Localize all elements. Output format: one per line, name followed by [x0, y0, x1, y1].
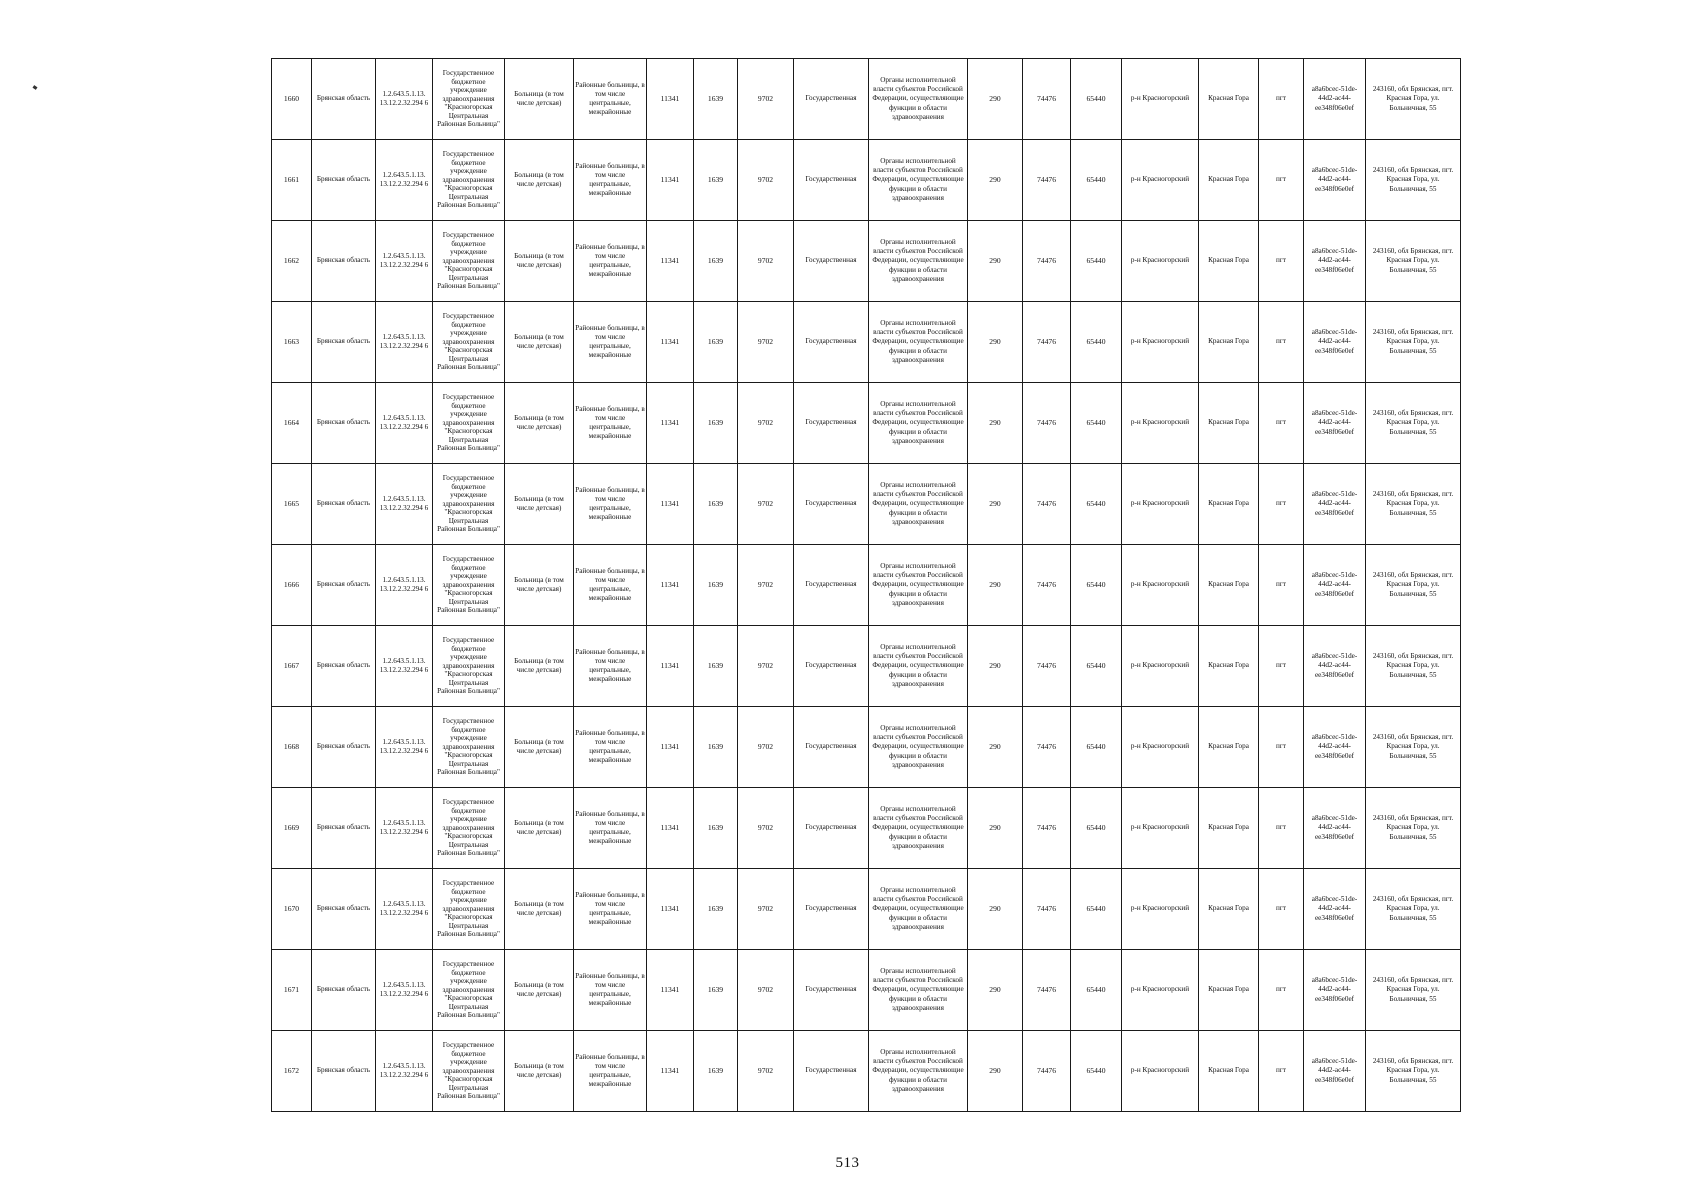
page-number: 513: [835, 1155, 860, 1171]
table-row: [272, 1031, 1461, 1112]
locality-cell: Красная Гора: [1199, 383, 1259, 464]
facility-type-cell: Больница (в том числе детская): [505, 302, 574, 383]
code-cell-1: 11341: [647, 464, 694, 545]
guid-cell: a8a6bcec-51de-44d2-ac44-ee348f06e0ef: [1304, 545, 1366, 626]
facility-subtype-cell: Районные больницы, в том числе центральные, межрайонные: [574, 221, 647, 302]
code-cell-6: 65440: [1071, 59, 1122, 140]
guid-cell: a8a6bcec-51de-44d2-ac44-ee348f06e0ef: [1304, 140, 1366, 221]
facility-subtype-cell: Районные больницы, в том числе центральные, межрайонные: [574, 140, 647, 221]
facility-subtype-cell: Районные больницы, в том числе центральные, межрайонные: [574, 869, 647, 950]
organization-name-cell: Государственное бюджетное учреждение здравоохранения "Красногорская Центральная Районная Больница": [433, 221, 505, 302]
district-cell: р-н Красногорский: [1122, 626, 1199, 707]
region-cell: Брянская область: [312, 950, 376, 1031]
ownership-cell: Государственная: [794, 950, 869, 1031]
code-cell-4: 290: [968, 950, 1023, 1031]
address-cell: 243160, обл Брянская, пгт. Красная Гора, ул. Больничная, 55: [1366, 869, 1461, 950]
locality-type-cell: пгт: [1259, 626, 1304, 707]
code-cell-1: 11341: [647, 59, 694, 140]
code-cell-1: 11341: [647, 788, 694, 869]
oid-cell: 1.2.643.5.1.13. 13.12.2.32.294 6: [376, 950, 433, 1031]
address-cell: 243160, обл Брянская, пгт. Красная Гора, ул. Больничная, 55: [1366, 302, 1461, 383]
facility-type-cell: Больница (в том числе детская): [505, 788, 574, 869]
guid-cell: a8a6bcec-51de-44d2-ac44-ee348f06e0ef: [1304, 302, 1366, 383]
locality-type-cell: пгт: [1259, 464, 1304, 545]
organization-name-cell: Государственное бюджетное учреждение здравоохранения "Красногорская Центральная Районная Больница": [433, 59, 505, 140]
guid-cell: a8a6bcec-51de-44d2-ac44-ee348f06e0ef: [1304, 464, 1366, 545]
table-row: [272, 464, 1461, 545]
code-cell-4: 290: [968, 788, 1023, 869]
code-cell-4: 290: [968, 707, 1023, 788]
table-row: [272, 383, 1461, 464]
code-cell-1: 11341: [647, 950, 694, 1031]
locality-cell: Красная Гора: [1199, 626, 1259, 707]
oid-cell: 1.2.643.5.1.13. 13.12.2.32.294 6: [376, 302, 433, 383]
locality-type-cell: пгт: [1259, 950, 1304, 1031]
guid-cell: a8a6bcec-51de-44d2-ac44-ee348f06e0ef: [1304, 383, 1366, 464]
code-cell-2: 1639: [694, 950, 738, 1031]
facility-type-cell: Больница (в том числе детская): [505, 545, 574, 626]
facility-type-cell: Больница (в том числе детская): [505, 1031, 574, 1112]
organization-name-cell: Государственное бюджетное учреждение здравоохранения "Красногорская Центральная Районная Больница": [433, 383, 505, 464]
code-cell-4: 290: [968, 869, 1023, 950]
code-cell-6: 65440: [1071, 545, 1122, 626]
code-cell-3: 9702: [738, 707, 794, 788]
ownership-cell: Государственная: [794, 707, 869, 788]
locality-type-cell: пгт: [1259, 302, 1304, 383]
guid-cell: a8a6bcec-51de-44d2-ac44-ee348f06e0ef: [1304, 626, 1366, 707]
oid-cell: 1.2.643.5.1.13. 13.12.2.32.294 6: [376, 1031, 433, 1112]
region-cell: Брянская область: [312, 626, 376, 707]
table-row: [272, 707, 1461, 788]
row-number-cell: 1661: [272, 140, 312, 221]
row-number-cell: 1669: [272, 788, 312, 869]
table-row: [272, 626, 1461, 707]
code-cell-3: 9702: [738, 545, 794, 626]
region-cell: Брянская область: [312, 59, 376, 140]
scan-mark: [33, 85, 38, 90]
facility-type-cell: Больница (в том числе детская): [505, 59, 574, 140]
district-cell: р-н Красногорский: [1122, 302, 1199, 383]
organization-name-cell: Государственное бюджетное учреждение здравоохранения "Красногорская Центральная Районная Больница": [433, 626, 505, 707]
code-cell-1: 11341: [647, 545, 694, 626]
facility-subtype-cell: Районные больницы, в том числе центральные, межрайонные: [574, 1031, 647, 1112]
facility-subtype-cell: Районные больницы, в том числе центральные, межрайонные: [574, 788, 647, 869]
region-cell: Брянская область: [312, 383, 376, 464]
address-cell: 243160, обл Брянская, пгт. Красная Гора, ул. Больничная, 55: [1366, 1031, 1461, 1112]
ownership-cell: Государственная: [794, 221, 869, 302]
oid-cell: 1.2.643.5.1.13. 13.12.2.32.294 6: [376, 221, 433, 302]
row-number-cell: 1663: [272, 302, 312, 383]
authority-cell: Органы исполнительной власти субъектов Российской Федерации, осуществляющие функции в области здравоохранения: [869, 950, 968, 1031]
code-cell-1: 11341: [647, 707, 694, 788]
authority-cell: Органы исполнительной власти субъектов Российской Федерации, осуществляющие функции в области здравоохранения: [869, 140, 968, 221]
locality-cell: Красная Гора: [1199, 221, 1259, 302]
code-cell-3: 9702: [738, 788, 794, 869]
authority-cell: Органы исполнительной власти субъектов Российской Федерации, осуществляющие функции в области здравоохранения: [869, 626, 968, 707]
table-row: [272, 59, 1461, 140]
code-cell-5: 74476: [1023, 221, 1071, 302]
district-cell: р-н Красногорский: [1122, 59, 1199, 140]
district-cell: р-н Красногорский: [1122, 140, 1199, 221]
oid-cell: 1.2.643.5.1.13. 13.12.2.32.294 6: [376, 788, 433, 869]
facility-type-cell: Больница (в том числе детская): [505, 626, 574, 707]
code-cell-5: 74476: [1023, 707, 1071, 788]
region-cell: Брянская область: [312, 221, 376, 302]
ownership-cell: Государственная: [794, 545, 869, 626]
code-cell-6: 65440: [1071, 383, 1122, 464]
organization-name-cell: Государственное бюджетное учреждение здравоохранения "Красногорская Центральная Районная Больница": [433, 788, 505, 869]
code-cell-2: 1639: [694, 545, 738, 626]
authority-cell: Органы исполнительной власти субъектов Российской Федерации, осуществляющие функции в области здравоохранения: [869, 59, 968, 140]
code-cell-3: 9702: [738, 869, 794, 950]
guid-cell: a8a6bcec-51de-44d2-ac44-ee348f06e0ef: [1304, 869, 1366, 950]
code-cell-1: 11341: [647, 1031, 694, 1112]
organization-name-cell: Государственное бюджетное учреждение здравоохранения "Красногорская Центральная Районная Больница": [433, 869, 505, 950]
code-cell-4: 290: [968, 464, 1023, 545]
facility-type-cell: Больница (в том числе детская): [505, 383, 574, 464]
code-cell-5: 74476: [1023, 626, 1071, 707]
code-cell-3: 9702: [738, 626, 794, 707]
code-cell-3: 9702: [738, 221, 794, 302]
ownership-cell: Государственная: [794, 869, 869, 950]
locality-cell: Красная Гора: [1199, 140, 1259, 221]
facility-subtype-cell: Районные больницы, в том числе центральные, межрайонные: [574, 59, 647, 140]
code-cell-1: 11341: [647, 221, 694, 302]
district-cell: р-н Красногорский: [1122, 464, 1199, 545]
code-cell-1: 11341: [647, 140, 694, 221]
guid-cell: a8a6bcec-51de-44d2-ac44-ee348f06e0ef: [1304, 221, 1366, 302]
locality-cell: Красная Гора: [1199, 707, 1259, 788]
authority-cell: Органы исполнительной власти субъектов Российской Федерации, осуществляющие функции в области здравоохранения: [869, 383, 968, 464]
facility-type-cell: Больница (в том числе детская): [505, 869, 574, 950]
code-cell-4: 290: [968, 59, 1023, 140]
row-number-cell: 1672: [272, 1031, 312, 1112]
code-cell-1: 11341: [647, 626, 694, 707]
district-cell: р-н Красногорский: [1122, 383, 1199, 464]
guid-cell: a8a6bcec-51de-44d2-ac44-ee348f06e0ef: [1304, 707, 1366, 788]
facility-subtype-cell: Районные больницы, в том числе центральные, межрайонные: [574, 383, 647, 464]
district-cell: р-н Красногорский: [1122, 869, 1199, 950]
district-cell: р-н Красногорский: [1122, 1031, 1199, 1112]
oid-cell: 1.2.643.5.1.13. 13.12.2.32.294 6: [376, 464, 433, 545]
row-number-cell: 1668: [272, 707, 312, 788]
ownership-cell: Государственная: [794, 788, 869, 869]
row-number-cell: 1670: [272, 869, 312, 950]
document-sheet: [271, 58, 1460, 1112]
code-cell-2: 1639: [694, 140, 738, 221]
code-cell-2: 1639: [694, 464, 738, 545]
facility-subtype-cell: Районные больницы, в том числе центральные, межрайонные: [574, 626, 647, 707]
oid-cell: 1.2.643.5.1.13. 13.12.2.32.294 6: [376, 59, 433, 140]
address-cell: 243160, обл Брянская, пгт. Красная Гора, ул. Больничная, 55: [1366, 707, 1461, 788]
code-cell-3: 9702: [738, 302, 794, 383]
code-cell-5: 74476: [1023, 302, 1071, 383]
ownership-cell: Государственная: [794, 383, 869, 464]
facility-subtype-cell: Районные больницы, в том числе центральные, межрайонные: [574, 464, 647, 545]
region-cell: Брянская область: [312, 788, 376, 869]
address-cell: 243160, обл Брянская, пгт. Красная Гора, ул. Больничная, 55: [1366, 464, 1461, 545]
address-cell: 243160, обл Брянская, пгт. Красная Гора, ул. Больничная, 55: [1366, 545, 1461, 626]
row-number-cell: 1665: [272, 464, 312, 545]
organization-name-cell: Государственное бюджетное учреждение здравоохранения "Красногорская Центральная Районная Больница": [433, 707, 505, 788]
region-cell: Брянская область: [312, 545, 376, 626]
locality-cell: Красная Гора: [1199, 59, 1259, 140]
facility-subtype-cell: Районные больницы, в том числе центральные, межрайонные: [574, 545, 647, 626]
code-cell-5: 74476: [1023, 869, 1071, 950]
address-cell: 243160, обл Брянская, пгт. Красная Гора, ул. Больничная, 55: [1366, 59, 1461, 140]
facility-subtype-cell: Районные больницы, в том числе центральные, межрайонные: [574, 707, 647, 788]
code-cell-5: 74476: [1023, 140, 1071, 221]
code-cell-2: 1639: [694, 302, 738, 383]
code-cell-4: 290: [968, 1031, 1023, 1112]
row-number-cell: 1662: [272, 221, 312, 302]
code-cell-4: 290: [968, 302, 1023, 383]
facility-subtype-cell: Районные больницы, в том числе центральные, межрайонные: [574, 302, 647, 383]
guid-cell: a8a6bcec-51de-44d2-ac44-ee348f06e0ef: [1304, 788, 1366, 869]
facility-type-cell: Больница (в том числе детская): [505, 221, 574, 302]
authority-cell: Органы исполнительной власти субъектов Российской Федерации, осуществляющие функции в области здравоохранения: [869, 545, 968, 626]
code-cell-6: 65440: [1071, 707, 1122, 788]
region-cell: Брянская область: [312, 869, 376, 950]
locality-type-cell: пгт: [1259, 707, 1304, 788]
code-cell-2: 1639: [694, 383, 738, 464]
locality-type-cell: пгт: [1259, 788, 1304, 869]
locality-type-cell: пгт: [1259, 140, 1304, 221]
oid-cell: 1.2.643.5.1.13. 13.12.2.32.294 6: [376, 869, 433, 950]
code-cell-5: 74476: [1023, 464, 1071, 545]
guid-cell: a8a6bcec-51de-44d2-ac44-ee348f06e0ef: [1304, 59, 1366, 140]
code-cell-2: 1639: [694, 626, 738, 707]
table-row: [272, 140, 1461, 221]
code-cell-3: 9702: [738, 383, 794, 464]
district-cell: р-н Красногорский: [1122, 707, 1199, 788]
code-cell-4: 290: [968, 221, 1023, 302]
table-row: [272, 545, 1461, 626]
code-cell-6: 65440: [1071, 788, 1122, 869]
row-number-cell: 1671: [272, 950, 312, 1031]
oid-cell: 1.2.643.5.1.13. 13.12.2.32.294 6: [376, 707, 433, 788]
district-cell: р-н Красногорский: [1122, 788, 1199, 869]
locality-cell: Красная Гора: [1199, 302, 1259, 383]
address-cell: 243160, обл Брянская, пгт. Красная Гора, ул. Больничная, 55: [1366, 626, 1461, 707]
row-number-cell: 1660: [272, 59, 312, 140]
code-cell-5: 74476: [1023, 950, 1071, 1031]
organization-name-cell: Государственное бюджетное учреждение здравоохранения "Красногорская Центральная Районная Больница": [433, 140, 505, 221]
locality-cell: Красная Гора: [1199, 545, 1259, 626]
code-cell-4: 290: [968, 140, 1023, 221]
code-cell-5: 74476: [1023, 383, 1071, 464]
ownership-cell: Государственная: [794, 626, 869, 707]
locality-cell: Красная Гора: [1199, 464, 1259, 545]
organization-name-cell: Государственное бюджетное учреждение здравоохранения "Красногорская Центральная Районная Больница": [433, 950, 505, 1031]
code-cell-3: 9702: [738, 950, 794, 1031]
region-cell: Брянская область: [312, 302, 376, 383]
code-cell-6: 65440: [1071, 302, 1122, 383]
locality-cell: Красная Гора: [1199, 869, 1259, 950]
code-cell-2: 1639: [694, 788, 738, 869]
region-cell: Брянская область: [312, 464, 376, 545]
row-number-cell: 1666: [272, 545, 312, 626]
oid-cell: 1.2.643.5.1.13. 13.12.2.32.294 6: [376, 626, 433, 707]
locality-cell: Красная Гора: [1199, 788, 1259, 869]
code-cell-4: 290: [968, 383, 1023, 464]
authority-cell: Органы исполнительной власти субъектов Российской Федерации, осуществляющие функции в области здравоохранения: [869, 1031, 968, 1112]
facility-type-cell: Больница (в том числе детская): [505, 140, 574, 221]
code-cell-6: 65440: [1071, 221, 1122, 302]
table-row: [272, 950, 1461, 1031]
authority-cell: Органы исполнительной власти субъектов Российской Федерации, осуществляющие функции в области здравоохранения: [869, 788, 968, 869]
district-cell: р-н Красногорский: [1122, 950, 1199, 1031]
ownership-cell: Государственная: [794, 302, 869, 383]
facility-type-cell: Больница (в том числе детская): [505, 464, 574, 545]
authority-cell: Органы исполнительной власти субъектов Российской Федерации, осуществляющие функции в области здравоохранения: [869, 221, 968, 302]
guid-cell: a8a6bcec-51de-44d2-ac44-ee348f06e0ef: [1304, 950, 1366, 1031]
row-number-cell: 1664: [272, 383, 312, 464]
row-number-cell: 1667: [272, 626, 312, 707]
code-cell-5: 74476: [1023, 788, 1071, 869]
code-cell-6: 65440: [1071, 869, 1122, 950]
address-cell: 243160, обл Брянская, пгт. Красная Гора, ул. Больничная, 55: [1366, 221, 1461, 302]
region-cell: Брянская область: [312, 1031, 376, 1112]
locality-type-cell: пгт: [1259, 383, 1304, 464]
authority-cell: Органы исполнительной власти субъектов Российской Федерации, осуществляющие функции в области здравоохранения: [869, 707, 968, 788]
organization-name-cell: Государственное бюджетное учреждение здравоохранения "Красногорская Центральная Районная Больница": [433, 545, 505, 626]
authority-cell: Органы исполнительной власти субъектов Российской Федерации, осуществляющие функции в области здравоохранения: [869, 302, 968, 383]
code-cell-2: 1639: [694, 221, 738, 302]
code-cell-2: 1639: [694, 869, 738, 950]
region-cell: Брянская область: [312, 707, 376, 788]
region-cell: Брянская область: [312, 140, 376, 221]
facility-type-cell: Больница (в том числе детская): [505, 950, 574, 1031]
code-cell-1: 11341: [647, 383, 694, 464]
code-cell-6: 65440: [1071, 464, 1122, 545]
locality-type-cell: пгт: [1259, 1031, 1304, 1112]
registry-table: [271, 58, 1461, 1112]
locality-type-cell: пгт: [1259, 545, 1304, 626]
ownership-cell: Государственная: [794, 59, 869, 140]
organization-name-cell: Государственное бюджетное учреждение здравоохранения "Красногорская Центральная Районная Больница": [433, 464, 505, 545]
code-cell-3: 9702: [738, 140, 794, 221]
code-cell-6: 65440: [1071, 140, 1122, 221]
code-cell-5: 74476: [1023, 1031, 1071, 1112]
authority-cell: Органы исполнительной власти субъектов Российской Федерации, осуществляющие функции в области здравоохранения: [869, 464, 968, 545]
district-cell: р-н Красногорский: [1122, 221, 1199, 302]
locality-cell: Красная Гора: [1199, 1031, 1259, 1112]
locality-type-cell: пгт: [1259, 59, 1304, 140]
address-cell: 243160, обл Брянская, пгт. Красная Гора, ул. Больничная, 55: [1366, 950, 1461, 1031]
code-cell-1: 11341: [647, 302, 694, 383]
locality-cell: Красная Гора: [1199, 950, 1259, 1031]
code-cell-4: 290: [968, 626, 1023, 707]
code-cell-6: 65440: [1071, 1031, 1122, 1112]
code-cell-3: 9702: [738, 59, 794, 140]
district-cell: р-н Красногорский: [1122, 545, 1199, 626]
table-row: [272, 221, 1461, 302]
facility-type-cell: Больница (в том числе детская): [505, 707, 574, 788]
organization-name-cell: Государственное бюджетное учреждение здравоохранения "Красногорская Центральная Районная Больница": [433, 1031, 505, 1112]
oid-cell: 1.2.643.5.1.13. 13.12.2.32.294 6: [376, 545, 433, 626]
ownership-cell: Государственная: [794, 1031, 869, 1112]
code-cell-2: 1639: [694, 707, 738, 788]
locality-type-cell: пгт: [1259, 869, 1304, 950]
address-cell: 243160, обл Брянская, пгт. Красная Гора, ул. Больничная, 55: [1366, 140, 1461, 221]
table-row: [272, 869, 1461, 950]
code-cell-5: 74476: [1023, 545, 1071, 626]
code-cell-6: 65440: [1071, 950, 1122, 1031]
address-cell: 243160, обл Брянская, пгт. Красная Гора, ул. Больничная, 55: [1366, 788, 1461, 869]
table-body: [272, 59, 1461, 1112]
code-cell-3: 9702: [738, 1031, 794, 1112]
ownership-cell: Государственная: [794, 464, 869, 545]
code-cell-1: 11341: [647, 869, 694, 950]
code-cell-6: 65440: [1071, 626, 1122, 707]
address-cell: 243160, обл Брянская, пгт. Красная Гора, ул. Больничная, 55: [1366, 383, 1461, 464]
oid-cell: 1.2.643.5.1.13. 13.12.2.32.294 6: [376, 383, 433, 464]
facility-subtype-cell: Районные больницы, в том числе центральные, межрайонные: [574, 950, 647, 1031]
ownership-cell: Государственная: [794, 140, 869, 221]
locality-type-cell: пгт: [1259, 221, 1304, 302]
oid-cell: 1.2.643.5.1.13. 13.12.2.32.294 6: [376, 140, 433, 221]
authority-cell: Органы исполнительной власти субъектов Российской Федерации, осуществляющие функции в области здравоохранения: [869, 869, 968, 950]
code-cell-3: 9702: [738, 464, 794, 545]
code-cell-2: 1639: [694, 1031, 738, 1112]
code-cell-4: 290: [968, 545, 1023, 626]
table-row: [272, 302, 1461, 383]
code-cell-5: 74476: [1023, 59, 1071, 140]
guid-cell: a8a6bcec-51de-44d2-ac44-ee348f06e0ef: [1304, 1031, 1366, 1112]
table-row: [272, 788, 1461, 869]
organization-name-cell: Государственное бюджетное учреждение здравоохранения "Красногорская Центральная Районная Больница": [433, 302, 505, 383]
code-cell-2: 1639: [694, 59, 738, 140]
